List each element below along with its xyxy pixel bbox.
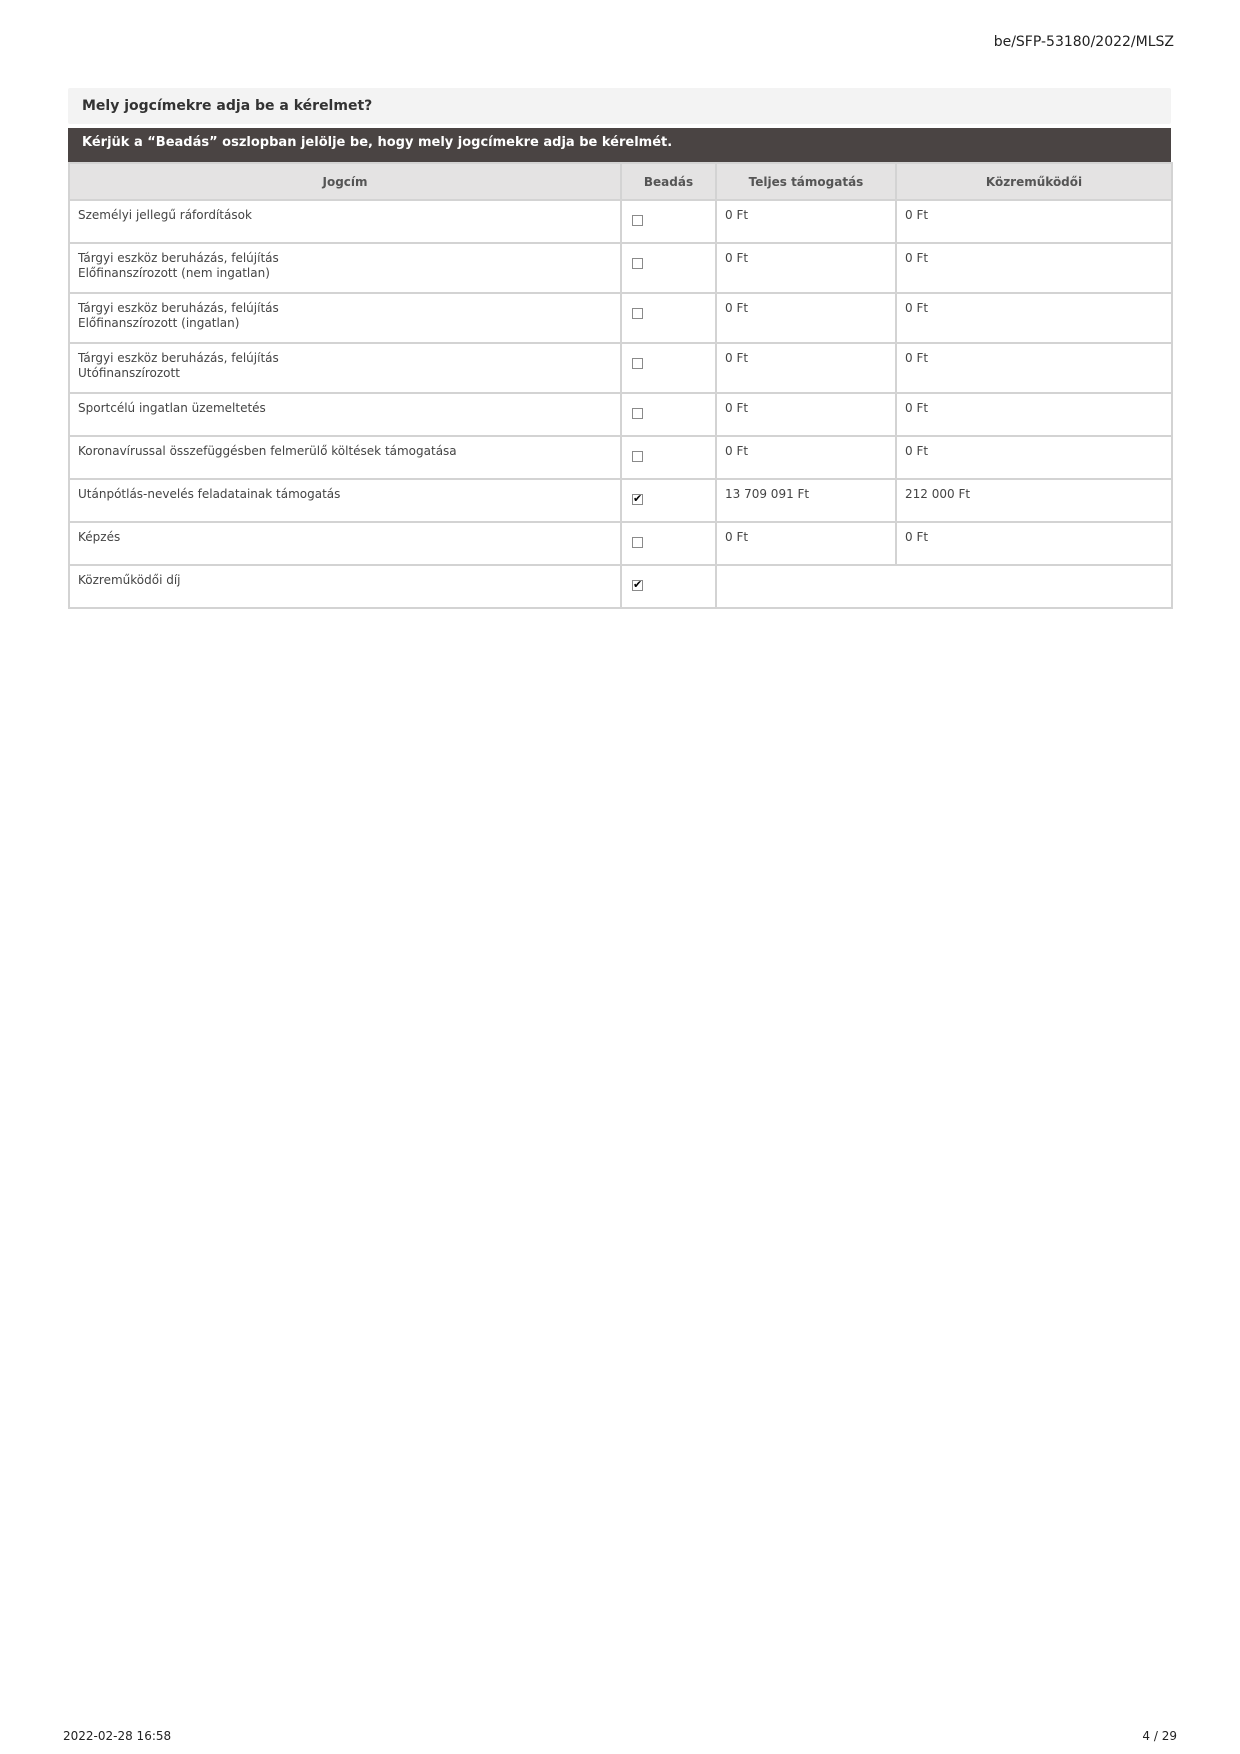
kozremukodoi-cell: 0 Ft bbox=[896, 293, 1172, 343]
kozremukodoi-cell: 0 Ft bbox=[896, 243, 1172, 293]
beadas-checkbox[interactable] bbox=[632, 537, 643, 548]
table-row bbox=[69, 436, 1172, 479]
jogcim-title: Közreműködői díj bbox=[78, 573, 181, 587]
table-row bbox=[69, 200, 1172, 243]
table-row bbox=[69, 522, 1172, 565]
beadas-cell bbox=[621, 436, 716, 479]
column-header-teljes-tamogatas: Teljes támogatás bbox=[716, 163, 896, 200]
teljes-tamogatas-cell: 0 Ft bbox=[716, 343, 896, 393]
teljes-tamogatas-cell: 0 Ft bbox=[716, 243, 896, 293]
column-header-beadas: Beadás bbox=[621, 163, 716, 200]
kozremukodoi-cell: 0 Ft bbox=[896, 343, 1172, 393]
instruction-bar: Kérjük a “Beadás” oszlopban jelölje be, hogy mely jogcímekre adja be kérelmét. bbox=[68, 128, 1171, 162]
jogcim-cell bbox=[69, 293, 621, 343]
kozremukodoi-cell: 0 Ft bbox=[896, 522, 1172, 565]
jogcim-subtitle: Előfinanszírozott (nem ingatlan) bbox=[78, 266, 270, 280]
teljes-tamogatas-cell: 0 Ft bbox=[716, 393, 896, 436]
beadas-checkbox[interactable] bbox=[632, 308, 643, 319]
jogcim-table bbox=[68, 162, 1173, 609]
jogcim-subtitle: Előfinanszírozott (ingatlan) bbox=[78, 316, 240, 330]
table-row bbox=[69, 393, 1172, 436]
beadas-checkbox[interactable] bbox=[632, 580, 643, 591]
beadas-cell bbox=[621, 200, 716, 243]
kozremukodoi-cell: 212 000 Ft bbox=[896, 479, 1172, 522]
jogcim-cell bbox=[69, 436, 621, 479]
beadas-cell bbox=[621, 522, 716, 565]
beadas-checkbox[interactable] bbox=[632, 358, 643, 369]
jogcim-title: Személyi jellegű ráfordítások bbox=[78, 208, 252, 222]
beadas-cell bbox=[621, 343, 716, 393]
column-header-kozremukodoi: Közreműködői bbox=[896, 163, 1172, 200]
jogcim-title: Utánpótlás-nevelés feladatainak támogatás bbox=[78, 487, 341, 501]
document-reference: be/SFP-53180/2022/MLSZ bbox=[993, 34, 1174, 50]
beadas-cell bbox=[621, 565, 716, 608]
jogcim-cell bbox=[69, 393, 621, 436]
beadas-cell bbox=[621, 479, 716, 522]
footer-timestamp: 2022-02-28 16:58 bbox=[63, 1729, 172, 1743]
jogcim-title: Sportcélú ingatlan üzemeltetés bbox=[78, 401, 266, 415]
beadas-cell bbox=[621, 393, 716, 436]
beadas-checkbox[interactable] bbox=[632, 494, 643, 505]
jogcim-cell bbox=[69, 243, 621, 293]
table-row bbox=[69, 243, 1172, 293]
beadas-checkbox[interactable] bbox=[632, 215, 643, 226]
empty-amount-cell bbox=[716, 565, 1172, 608]
page-number: 4 / 29 bbox=[1142, 1729, 1177, 1743]
table-row bbox=[69, 479, 1172, 522]
jogcim-title: Koronavírussal összefüggésben felmerülő költések támogatása bbox=[78, 444, 457, 458]
teljes-tamogatas-cell: 0 Ft bbox=[716, 522, 896, 565]
beadas-cell bbox=[621, 243, 716, 293]
kozremukodoi-cell: 0 Ft bbox=[896, 393, 1172, 436]
section-title: Mely jogcímekre adja be a kérelmet? bbox=[68, 88, 1171, 124]
jogcim-cell bbox=[69, 565, 621, 608]
jogcim-subtitle: Utófinanszírozott bbox=[78, 366, 180, 380]
jogcim-title: Tárgyi eszköz beruházás, felújítás bbox=[78, 351, 279, 365]
teljes-tamogatas-cell: 13 709 091 Ft bbox=[716, 479, 896, 522]
teljes-tamogatas-cell: 0 Ft bbox=[716, 436, 896, 479]
column-header-jogcim: Jogcím bbox=[69, 163, 621, 200]
beadas-checkbox[interactable] bbox=[632, 258, 643, 269]
jogcim-cell bbox=[69, 479, 621, 522]
kozremukodoi-cell: 0 Ft bbox=[896, 436, 1172, 479]
beadas-checkbox[interactable] bbox=[632, 408, 643, 419]
teljes-tamogatas-cell: 0 Ft bbox=[716, 200, 896, 243]
jogcim-cell bbox=[69, 343, 621, 393]
table-row bbox=[69, 293, 1172, 343]
jogcim-cell bbox=[69, 522, 621, 565]
jogcim-title: Tárgyi eszköz beruházás, felújítás bbox=[78, 251, 279, 265]
jogcim-cell bbox=[69, 200, 621, 243]
beadas-cell bbox=[621, 293, 716, 343]
teljes-tamogatas-cell: 0 Ft bbox=[716, 293, 896, 343]
beadas-checkbox[interactable] bbox=[632, 451, 643, 462]
kozremukodoi-cell: 0 Ft bbox=[896, 200, 1172, 243]
table-header-row bbox=[69, 163, 1172, 200]
table-row bbox=[69, 343, 1172, 393]
jogcim-title: Képzés bbox=[78, 530, 121, 544]
jogcim-title: Tárgyi eszköz beruházás, felújítás bbox=[78, 301, 279, 315]
table-row bbox=[69, 565, 1172, 608]
